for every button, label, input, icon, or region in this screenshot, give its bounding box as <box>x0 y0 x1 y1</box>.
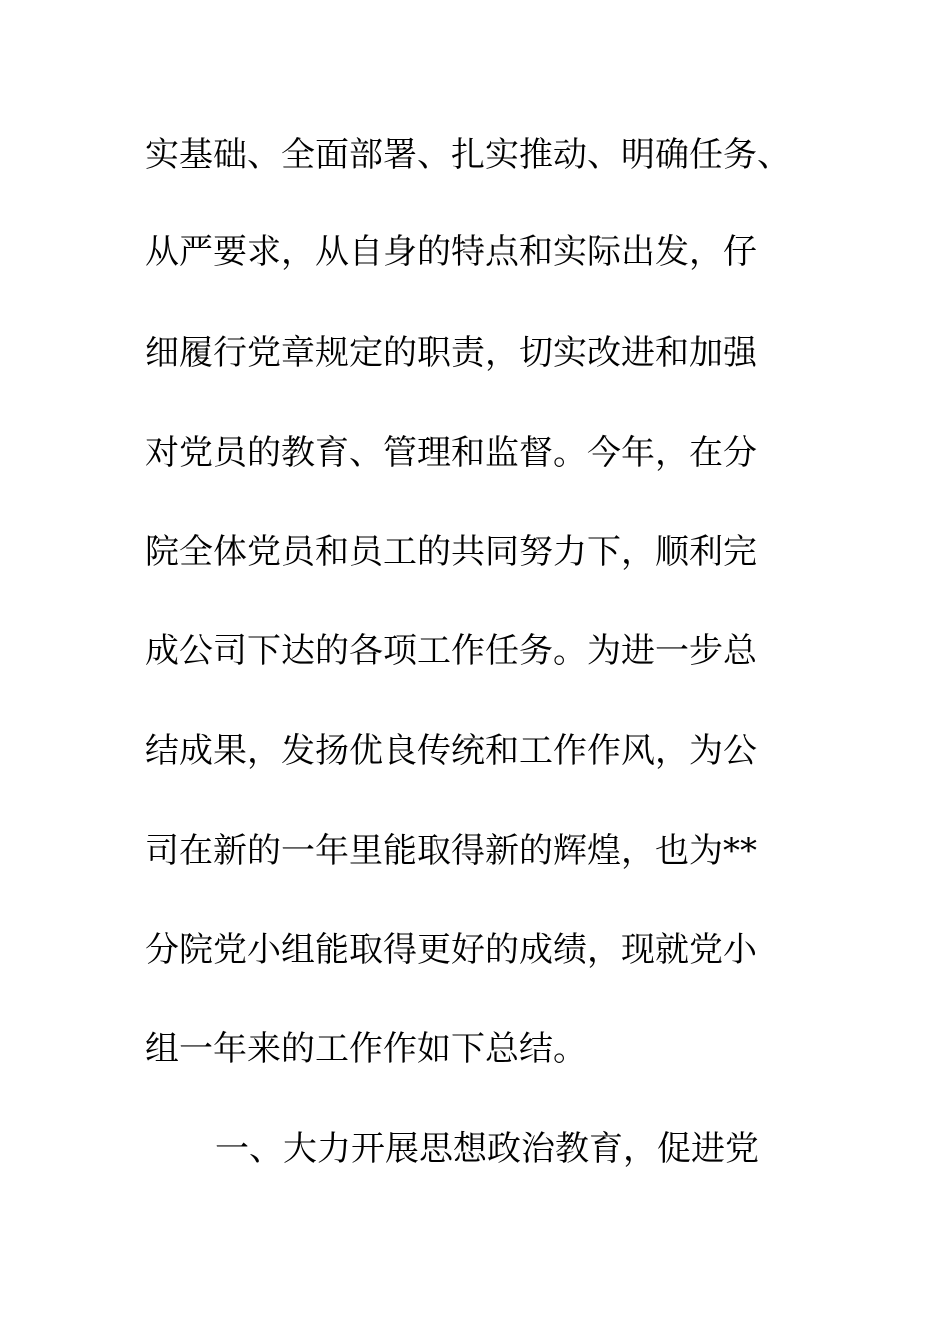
text-line: 组一年来的工作作如下总结。 <box>145 1029 587 1069</box>
text-line: 结成果，发扬优良传统和工作作风，为公 <box>145 731 757 771</box>
text-line: 细履行党章规定的职责，切实改进和加强 <box>145 333 757 373</box>
text-line: 院全体党员和员工的共同努力下，顺利完 <box>145 532 757 572</box>
text-line: 成公司下达的各项工作任务。为进一步总 <box>145 631 757 671</box>
text-line: 从严要求，从自身的特点和实际出发，仔 <box>145 232 757 272</box>
text-line: 司在新的一年里能取得新的辉煌，也为** <box>145 831 757 871</box>
section-heading: 一、大力开展思想政治教育，促进党 <box>215 1129 759 1169</box>
text-line: 对党员的教育、管理和监督。今年，在分 <box>145 433 757 473</box>
text-line: 分院党小组能取得更好的成绩，现就党小 <box>145 930 757 970</box>
text-line: 实基础、全面部署、扎实推动、明确任务、 <box>145 135 791 175</box>
